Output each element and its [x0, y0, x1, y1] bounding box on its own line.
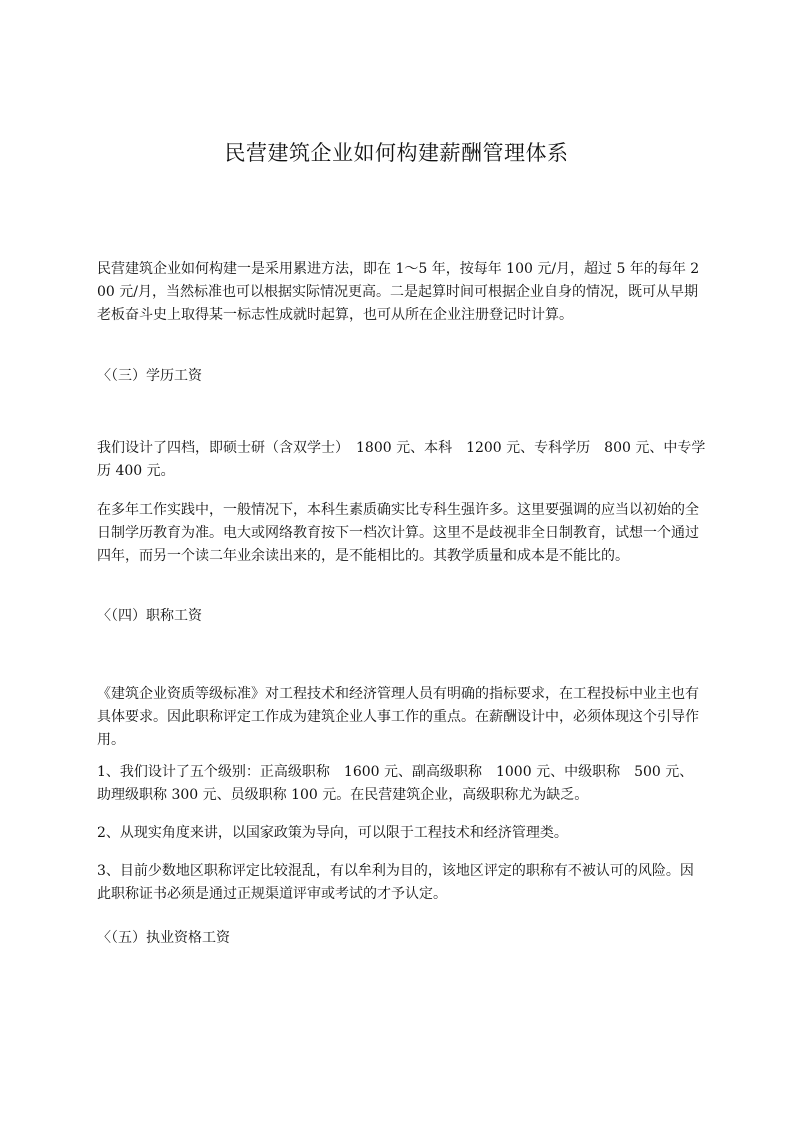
section-heading-title-pay: 〈（四）职称工资	[97, 608, 202, 624]
paragraph-title-certification: 3、目前少数地区职称评定比较混乱，有以牟利为目的，该地区评定的职称有不被认可的风险。因此职称证书必须是通过正规渠道评审或考试的才予认定。	[97, 863, 694, 902]
paragraph-qualification-standard: 《建筑企业资质等级标准》对工程技术和经济管理人员有明确的指标要求，在工程投标中业主也有具体要求。因此职称评定工作成为建筑企业人事工作的重点。在薪酬设计中，必须体现这个引导作用。	[97, 686, 699, 748]
section-heading-license-pay: 〈（五）执业资格工资	[97, 930, 230, 946]
paragraph-seniority-method: 民营建筑企业如何构建一是采用累进方法，即在 1～5 年，按每年 100 元/月，超过 5 年的每年 200 元/月，当然标准也可以根据实际情况更高。二是起算时间可根据企业自身的情况，既可从早期老板奋斗史上取得某一标志性成就时起算，也可从所在企业注册登记时计算。	[97, 261, 700, 323]
document-title: 民营建筑企业如何构建薪酬管理体系	[224, 141, 569, 165]
section-heading-education-pay: 〈（三）学历工资	[97, 368, 202, 384]
paragraph-policy-orientation: 2、从现实角度来讲，以国家政策为导向，可以限于工程技术和经济管理类。	[97, 825, 568, 841]
paragraph-education-levels: 我们设计了四档，即硕士研（含双学士） 1800 元、本科 1200 元、专科学历 800 元、中专学历 400 元。	[97, 440, 706, 479]
paragraph-education-practice: 在多年工作实践中，一般情况下，本科生素质确实比专科生强许多。这里要强调的应当以初始的全日制学历教育为准。电大或网络教育按下一档次计算。这里不是歧视非全日制教育，试想一个通过四年，而另一个读二年业余读出来的，是不能相比的。其教学质量和成本是不能比的。	[97, 502, 699, 564]
paragraph-title-levels: 1、我们设计了五个级别：正高级职称 1600 元、副高级职称 1000 元、中级职称 500 元、助理级职称 300 元、员级职称 100 元。在民营建筑企业，高级职称尤为缺乏。	[97, 764, 694, 803]
